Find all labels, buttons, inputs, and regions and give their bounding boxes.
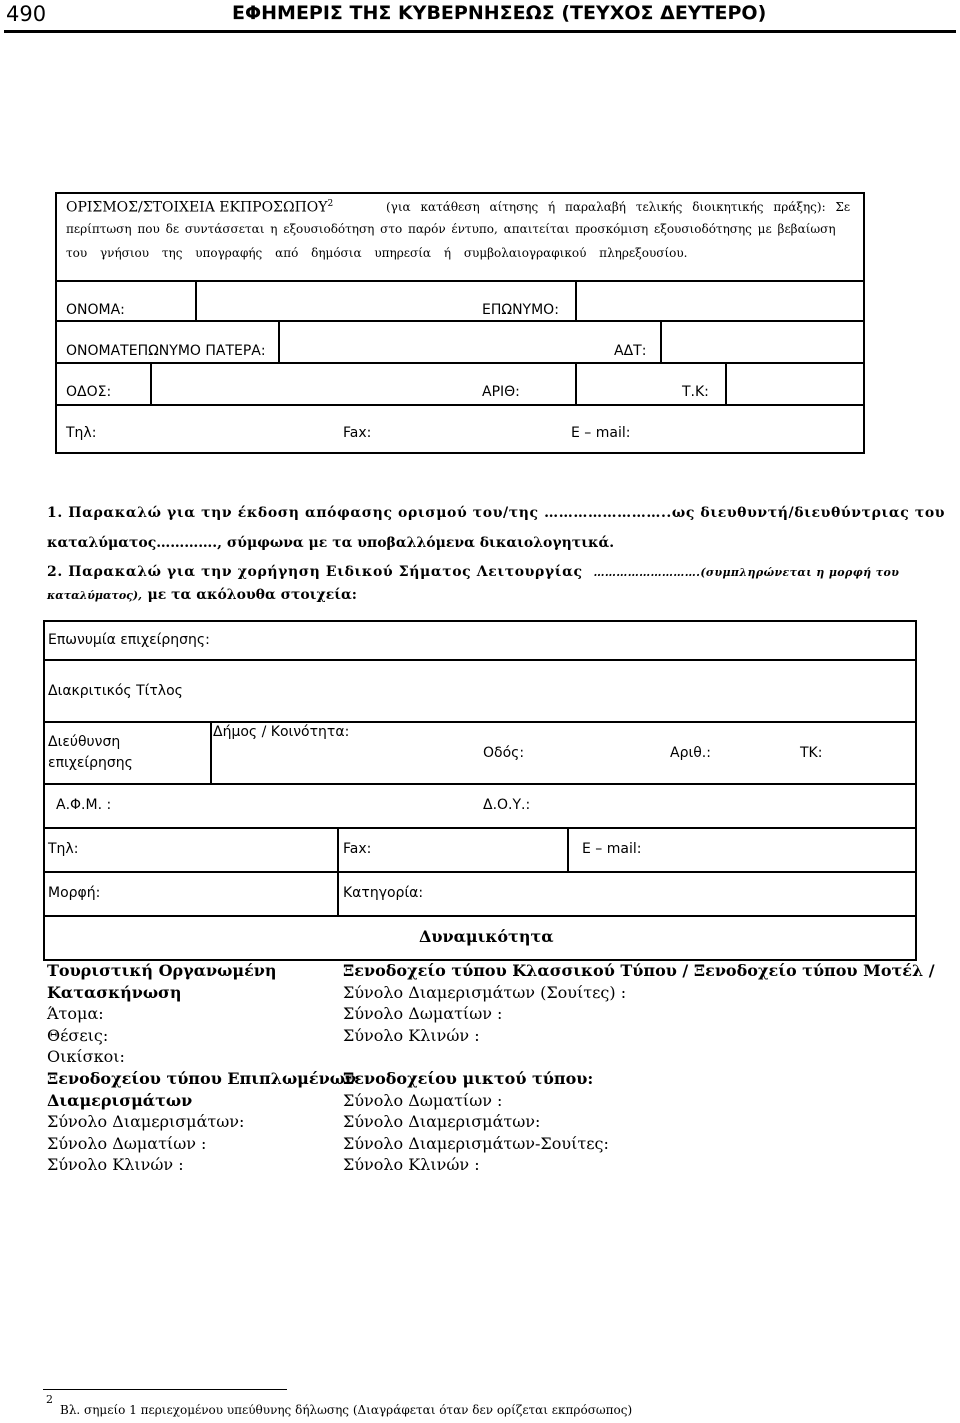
representative-title-text: ΟΡΙΣΜΟΣ/ΣΤΟΙΧΕΙΑ ΕΚΠΡΟΣΩΠΟΥ xyxy=(66,199,328,216)
rep-email-label: E – mail: xyxy=(571,425,631,441)
rep-postcode-label: Τ.Κ: xyxy=(682,384,709,400)
business-number-label: Αριθ.: xyxy=(670,745,711,761)
business-postcode-label: ΤΚ: xyxy=(800,745,823,761)
capacity-heading: Δυναμικότητα xyxy=(419,927,554,946)
footnote-rule xyxy=(43,1389,287,1390)
capacity-line: Σύνολο Δωματίων : xyxy=(47,1133,207,1153)
capacity-line: Άτομα: xyxy=(47,1004,104,1024)
business-name-label: Επωνυμία επιχείρησης: xyxy=(48,632,210,648)
capacity-right-rule xyxy=(915,915,917,960)
request-2-note-2: καταλύματος), xyxy=(47,589,142,602)
capacity-line: Κατασκήνωση xyxy=(47,982,182,1002)
gazette-title: ΕΦΗΜΕΡΙΣ ΤΗΣ ΚΥΒΕΡΝΗΣΕΩΣ (ΤΕΥΧΟΣ ΔΕΥΤΕΡΟ) xyxy=(232,2,767,24)
capacity-line: Θέσεις: xyxy=(47,1025,109,1045)
representative-intro-1: (για κατάθεση αίτησης ή παραλαβή τελικής διοικητικής πράξης): Σε xyxy=(386,200,851,214)
capacity-line: Σύνολο Διαμερισμάτων: xyxy=(343,1112,541,1132)
capacity-right-column xyxy=(343,960,935,1176)
rule xyxy=(55,280,865,282)
rep-father-label: ΟΝΟΜΑΤΕΠΩΝΥΜΟ ΠΑΤΕΡΑ: xyxy=(66,343,266,359)
representative-title xyxy=(66,199,333,216)
page-number: 490 xyxy=(6,2,47,26)
request-2-line-2 xyxy=(47,584,357,603)
rule xyxy=(55,362,865,364)
rule xyxy=(150,362,152,404)
rule xyxy=(278,320,280,362)
rep-id-label: ΑΔΤ: xyxy=(614,343,647,359)
request-1-line-2: καταλύματος…………., σύμφωνα με τα υποβαλλόμενα δικαιολογητικά. xyxy=(47,535,615,551)
business-table xyxy=(43,620,917,918)
capacity-line: Σύνολο Διαμερισμάτων-Σουίτες: xyxy=(343,1133,609,1153)
afm-label: Α.Φ.Μ. : xyxy=(56,797,112,813)
header-rule xyxy=(4,30,956,33)
footnote-text-b: (Διαγράφεται όταν δεν ορίζεται εκπρόσωπος) xyxy=(352,1403,633,1417)
rep-phone-label: Τηλ: xyxy=(66,425,97,441)
capacity-left-rule xyxy=(43,915,45,960)
rule xyxy=(43,827,917,829)
business-address-label-1: Διεύθυνση xyxy=(48,734,121,750)
capacity-line: Οικίσκοι: xyxy=(47,1047,125,1067)
representative-intro-3: του γνήσιου της υπογραφής από δημόσια υπηρεσία ή συμβολαιογραφικού πληρεξουσίου. xyxy=(66,246,688,260)
capacity-line: Σύνολο Κλινών : xyxy=(343,1155,480,1175)
capacity-line: Σύνολο Δωματίων : xyxy=(343,1090,503,1110)
capacity-line: Ξενοδοχείο τύπου Κλασσικού Τύπου / Ξενοδοχείο τύπου Μοτέλ / xyxy=(343,961,935,980)
category-label: Κατηγορία: xyxy=(343,885,424,901)
capacity-line: Ξενοδοχείου μικτού τύπου: xyxy=(343,1068,594,1088)
rep-street-label: ΟΔΟΣ: xyxy=(66,384,112,400)
footnote-text xyxy=(60,1403,632,1417)
capacity-line: Σύνολο Διαμερισμάτων: xyxy=(47,1112,245,1132)
rule xyxy=(43,871,917,873)
rule xyxy=(43,659,917,661)
capacity-left-column xyxy=(47,960,356,1176)
capacity-line: Τουριστική Οργανωμένη xyxy=(47,961,277,980)
rep-surname-label: ΕΠΩΝΥΜΟ: xyxy=(482,302,559,318)
footnote-text-a: Βλ. σημείο 1 περιεχομένου υπεύθυνης δήλωσης xyxy=(60,1403,350,1417)
business-phone-label: Τηλ: xyxy=(48,841,79,857)
municipality-label: Δήμος / Κοινότητα: xyxy=(213,724,350,740)
request-2-line-1 xyxy=(47,564,899,580)
rule xyxy=(55,404,865,406)
rule xyxy=(660,320,662,362)
capacity-line: Σύνολο Δωματίων : xyxy=(343,1004,503,1024)
request-2-main-2: με τα ακόλουθα στοιχεία: xyxy=(147,587,357,603)
business-address-label-2: επιχείρησης xyxy=(48,755,133,771)
footnote-number: 2 xyxy=(46,1393,53,1406)
form-label: Μορφή: xyxy=(48,885,101,901)
rule xyxy=(210,721,212,783)
request-1-line-1: 1. Παρακαλώ για την έκδοση απόφασης ορισμού του/της ……………………..ως διευθυντή/διευθύντριας του xyxy=(47,505,946,521)
representative-intro-2: περίπτωση που δε συντάσσεται η εξουσιοδότηση στο παρόν έντυπο, απαιτείται προσκόμιση εξουσιοδότησης με βεβαίωση xyxy=(66,222,836,236)
capacity-line: Διαμερισμάτων xyxy=(47,1090,193,1110)
rule xyxy=(43,915,917,917)
business-fax-label: Fax: xyxy=(343,841,372,857)
request-2-main: 2. Παρακαλώ για την χορήγηση Ειδικού Σήματος Λειτουργίας xyxy=(47,564,583,580)
rep-number-label: ΑΡΙΘ: xyxy=(482,384,520,400)
business-title-label: Διακριτικός Τίτλος xyxy=(48,683,183,699)
capacity-line: Ξενοδοχείου τύπου Επιπλωμένων xyxy=(47,1068,357,1088)
doy-label: Δ.Ο.Υ.: xyxy=(483,797,531,813)
rep-fax-label: Fax: xyxy=(343,425,372,441)
request-2-note: ……………………….(συμπληρώνεται η μορφή του xyxy=(593,566,900,579)
rule xyxy=(43,783,917,785)
rule xyxy=(195,280,197,320)
rule xyxy=(575,362,577,404)
capacity-line: Σύνολο Κλινών : xyxy=(343,1025,480,1045)
business-street-label: Οδός: xyxy=(483,745,525,761)
capacity-line: Σύνολο Κλινών : xyxy=(47,1155,184,1175)
rule xyxy=(567,827,569,871)
rule xyxy=(43,721,917,723)
rep-name-label: ΟΝΟΜΑ: xyxy=(66,302,125,318)
rule xyxy=(337,827,339,915)
rule xyxy=(725,362,727,404)
capacity-line xyxy=(343,1046,935,1068)
rule xyxy=(575,280,577,320)
business-email-label: E – mail: xyxy=(582,841,642,857)
footnote-ref: 2 xyxy=(327,199,334,209)
capacity-line: Σύνολο Διαμερισμάτων (Σουίτες) : xyxy=(343,982,627,1002)
rule xyxy=(55,320,865,322)
